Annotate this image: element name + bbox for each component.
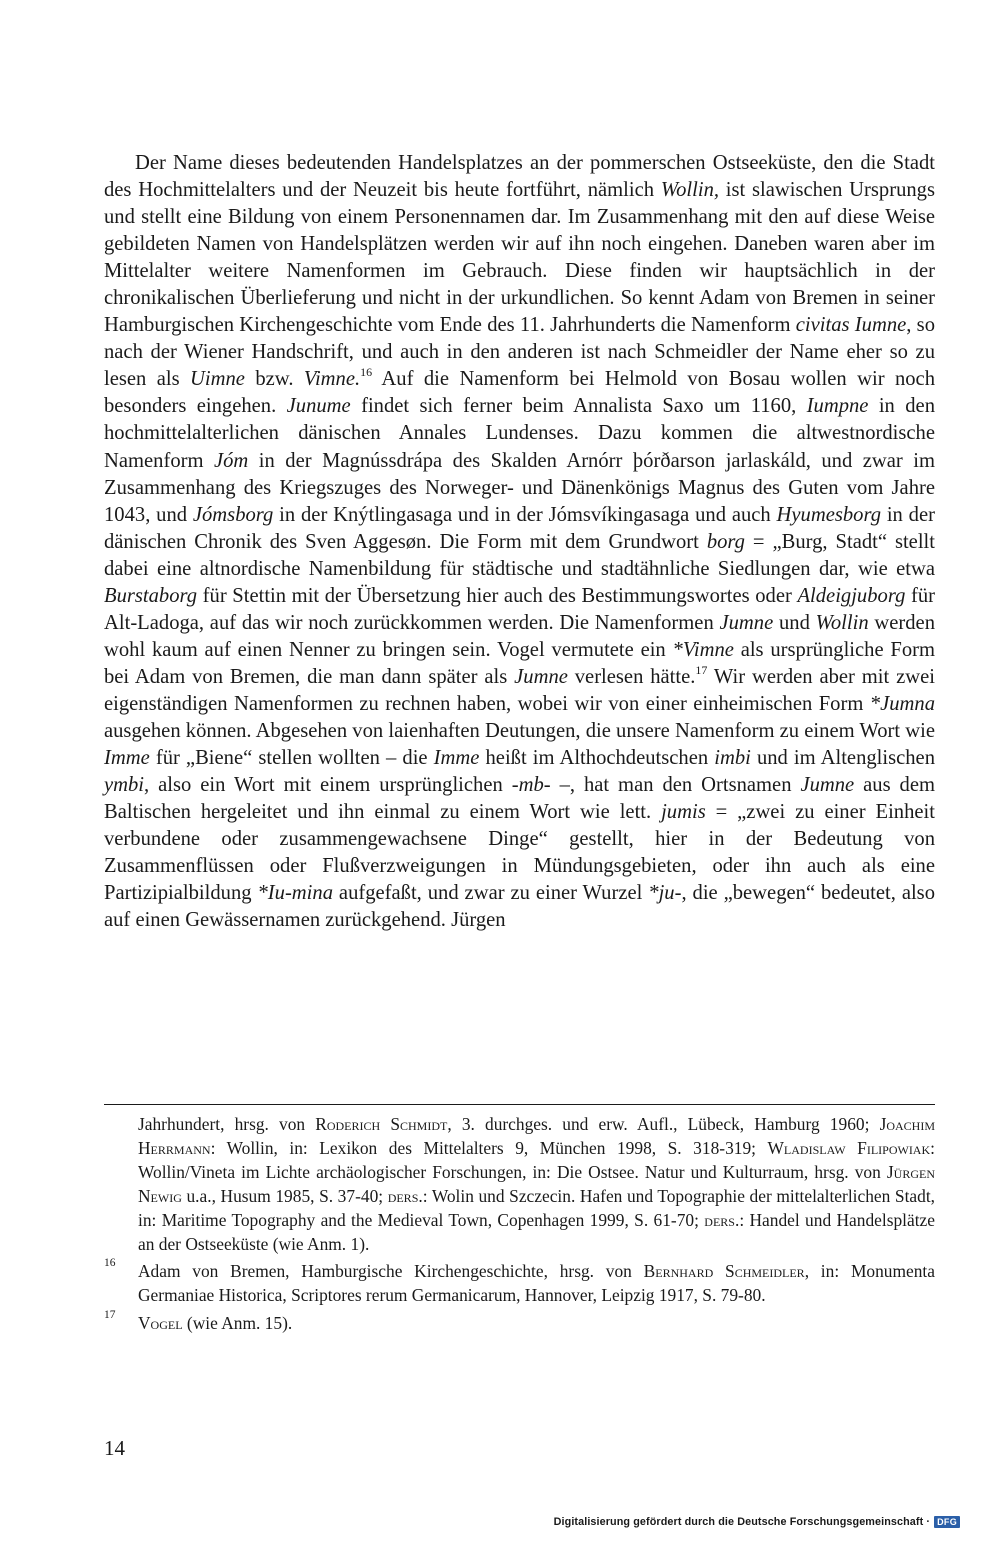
dfg-logo-icon: DFG (934, 1516, 960, 1528)
text-run: in den hochmittelalterlichen dänischen Annales Lundenses. Dazu kommen die altwestnordische Namenform (104, 395, 935, 472)
text-run: Adam von Bremen, Hamburgische Kirchengeschichte, hrsg. von (138, 1261, 644, 1282)
text-run: , die „bewegen“ bedeutet, also auf einen Gewässernamen zurückgehend. Jürgen (104, 882, 935, 932)
text-run: in der dänischen Chronik des Sven Aggesøn. Die Form mit dem Grundwort (104, 503, 935, 553)
italic-name: Uimne (190, 368, 245, 391)
text-run: für „Biene“ stellen wollten – die (149, 747, 434, 770)
author-name: ders. (704, 1209, 740, 1230)
text-run: : Handel und Handelsplätze an der Ostseeküste (wie Anm. 1). (138, 1209, 935, 1254)
page-number: 14 (104, 1436, 125, 1460)
footnotes (104, 1113, 935, 1336)
text-run: für Stettin mit der Übersetzung hier auch des Bestimmungswortes oder (197, 584, 798, 607)
footnote-divider (104, 1104, 935, 1105)
italic-name: *Iu-mina (257, 882, 333, 905)
text-run: aufgefaßt, und zwar zu einer Wurzel (333, 882, 649, 905)
italic-name: *Vimne (672, 638, 734, 661)
author-name: Jürgen Newig (138, 1161, 935, 1206)
text-run: Auf die Namenform bei Helmold von Bosau wollen wir noch besonders eingehen. (104, 368, 935, 418)
footnote-16 (104, 1257, 935, 1308)
text-run: Wir werden aber mit zwei eigenständigen Namenformen zu rechnen haben, wobei wir von einer einheimischen Form (104, 665, 935, 715)
footnote-number: 16 (104, 1257, 116, 1270)
text-run: u.a., Husum 1985, S. 37-40; (181, 1185, 388, 1206)
text-run: und im Altenglischen (750, 747, 935, 770)
italic-name: imbi (714, 747, 751, 770)
text-run: : Wollin/Vineta im Lichte archäologischer Forschungen, in: Die Ostsee. Natur und Kulturraum, hrsg. von (138, 1137, 935, 1182)
author-name: Roderich Schmidt (315, 1114, 448, 1134)
italic-name: Jumne (514, 665, 568, 688)
text-run: und (773, 611, 816, 634)
text-run: als ursprüngliche Form bei Adam von Bremen, die man dann später als (104, 638, 935, 688)
main-paragraph (104, 150, 935, 934)
italic-name: Vimne. (303, 368, 361, 391)
text-run: ist slawischen Ursprungs und stellt eine Bildung von einem Personennamen dar. Im Zusammenhang mit den auf diese Weise gebildeten Namen von Handelsplätzen werden wir auf ihn noch eingehen. Daneben waren aber im Mittelalter weitere Namenformen im Gebrauch. Diese finden wir hauptsächlich in der chronikalischen Überlieferung und nicht in der urkundlichen. So kennt Adam von Bremen in seiner Hamburgischen Kirchengeschichte vom Ende des 11. Jahrhunderts die Namenform (104, 179, 935, 337)
text-run: bzw. (244, 368, 304, 391)
text-run: für Alt-Ladoga, auf das wir noch zurückkommen werden. Die Namenformen (104, 584, 935, 634)
text-run: : Wollin, in: Lexikon des Mittelalters 9, München 1998, S. 318-319; (210, 1137, 768, 1158)
text-run: in der Magnússdrápa des Skalden Arnórr þórðarson jarlaskáld, und zwar im Zusammenhang des Kriegszuges des Norweger- und Dänenkönigs Magnus des Guten vom Jahre 1043, und (104, 449, 935, 526)
italic-name: Jumne (800, 774, 855, 797)
italic-name: ymbi (104, 774, 145, 797)
text-run: verlesen hätte. (567, 665, 696, 688)
italic-name: Jóm (214, 449, 249, 472)
italic-name: -mb- (511, 774, 551, 797)
text-run: , so nach der Wiener Handschrift, und auch in den anderen ist nach Schmeidler der Name eher so zu lesen als (104, 314, 935, 391)
italic-name: Imme (433, 747, 480, 770)
text-run: , in: Monumenta Germaniae Historica, Scriptores rerum Germanicarum, Hannover, Leipzig 1917, S. 79-80. (138, 1261, 935, 1306)
italic-name: jumis (661, 801, 706, 824)
italic-name: Wollin, (660, 179, 720, 202)
text-run: : Wolin und Szczecin. Hafen und Topographie der mittelalterlichen Stadt, in: Maritime Topography and the Medieval Town, Copenhagen 1999, S. 61-70; (138, 1185, 935, 1230)
text-run: , 3. durchges. und erw. Aufl., Lübeck, Hamburg 1960; (447, 1114, 880, 1134)
footnote-continuation (104, 1113, 935, 1256)
footnote-ref-16[interactable]: 16 (360, 365, 373, 380)
italic-name: Imme (104, 747, 150, 770)
text-run: = „zwei zu einer Einheit verbundene oder zusammengewachsene Dinge“ gestellt, hier in der Bedeutung von Zusammenflüssen oder Flußverzweigungen in Mündungsgebieten, oder ihn auch als eine Partizipialbildung (104, 801, 935, 905)
text-run: aus dem Baltischen hergeleitet und ihn einmal zu einem Wort wie lett. (104, 774, 935, 824)
italic-name: Junume (286, 395, 351, 418)
text-run: heißt im Althochdeutschen (479, 747, 715, 770)
text-run: = „Burg, Stadt“ stellt dabei eine altnordische Namenbildung für städtische und stadtähnliche Siedlungen dar, wie etwa (104, 530, 935, 580)
text-run: (wie Anm. 15). (182, 1313, 293, 1334)
italic-name: *ju- (648, 882, 682, 905)
text-run: Der Name dieses bedeutenden Handelsplatzes an der pommerschen Ostseeküste, den die Stadt des Hochmittelalters und der Neuzeit bis heute fortführt, nämlich (104, 152, 935, 202)
italic-name: Jumne (719, 611, 774, 634)
text-run: , also ein Wort mit einem ursprünglichen (144, 774, 512, 797)
italic-name: borg (706, 530, 745, 553)
digitization-credit (554, 1510, 960, 1534)
footnote-17 (104, 1309, 935, 1336)
author-name: Joachim Herrmann (138, 1114, 935, 1158)
text-run: findet sich ferner beim Annalista Saxo um 1160, (350, 395, 807, 418)
footnote-number: 17 (104, 1309, 116, 1322)
italic-name: Burstaborg (104, 584, 198, 607)
author-name: Wladislaw Filipowiak (767, 1137, 931, 1158)
text-run: –, hat man den Ortsnamen (550, 774, 801, 797)
italic-name: Iumpne (806, 395, 869, 418)
text-run: ausgehen können. Abgesehen von laienhaften Deutungen, die unsere Namenform zu einem Wort wie (104, 719, 935, 742)
italic-name: *Jumna (869, 692, 935, 715)
text-run: in der Knýtlingasaga und in der Jómsvíkingasaga und auch (273, 503, 777, 526)
text-run: werden wohl kaum auf einen Nenner zu bringen sein. Vogel vermutete ein (104, 611, 935, 661)
credit-text: Digitalisierung gefördert durch die Deutsche Forschungsgemeinschaft · (553, 1516, 931, 1528)
author-name: Vogel (138, 1313, 183, 1334)
text-run: Jahrhundert, hrsg. von (138, 1114, 316, 1134)
author-name: ders. (387, 1185, 423, 1206)
italic-name: civitas Iumne (795, 314, 907, 337)
footnote-ref-17[interactable]: 17 (695, 662, 708, 677)
author-name: Bernhard Schmeidler (643, 1261, 805, 1282)
italic-name: Aldeigjuborg (797, 584, 906, 607)
italic-name: Jómsborg (192, 503, 274, 526)
italic-name: Hyumesborg (776, 503, 882, 526)
italic-name: Wollin (815, 611, 869, 634)
